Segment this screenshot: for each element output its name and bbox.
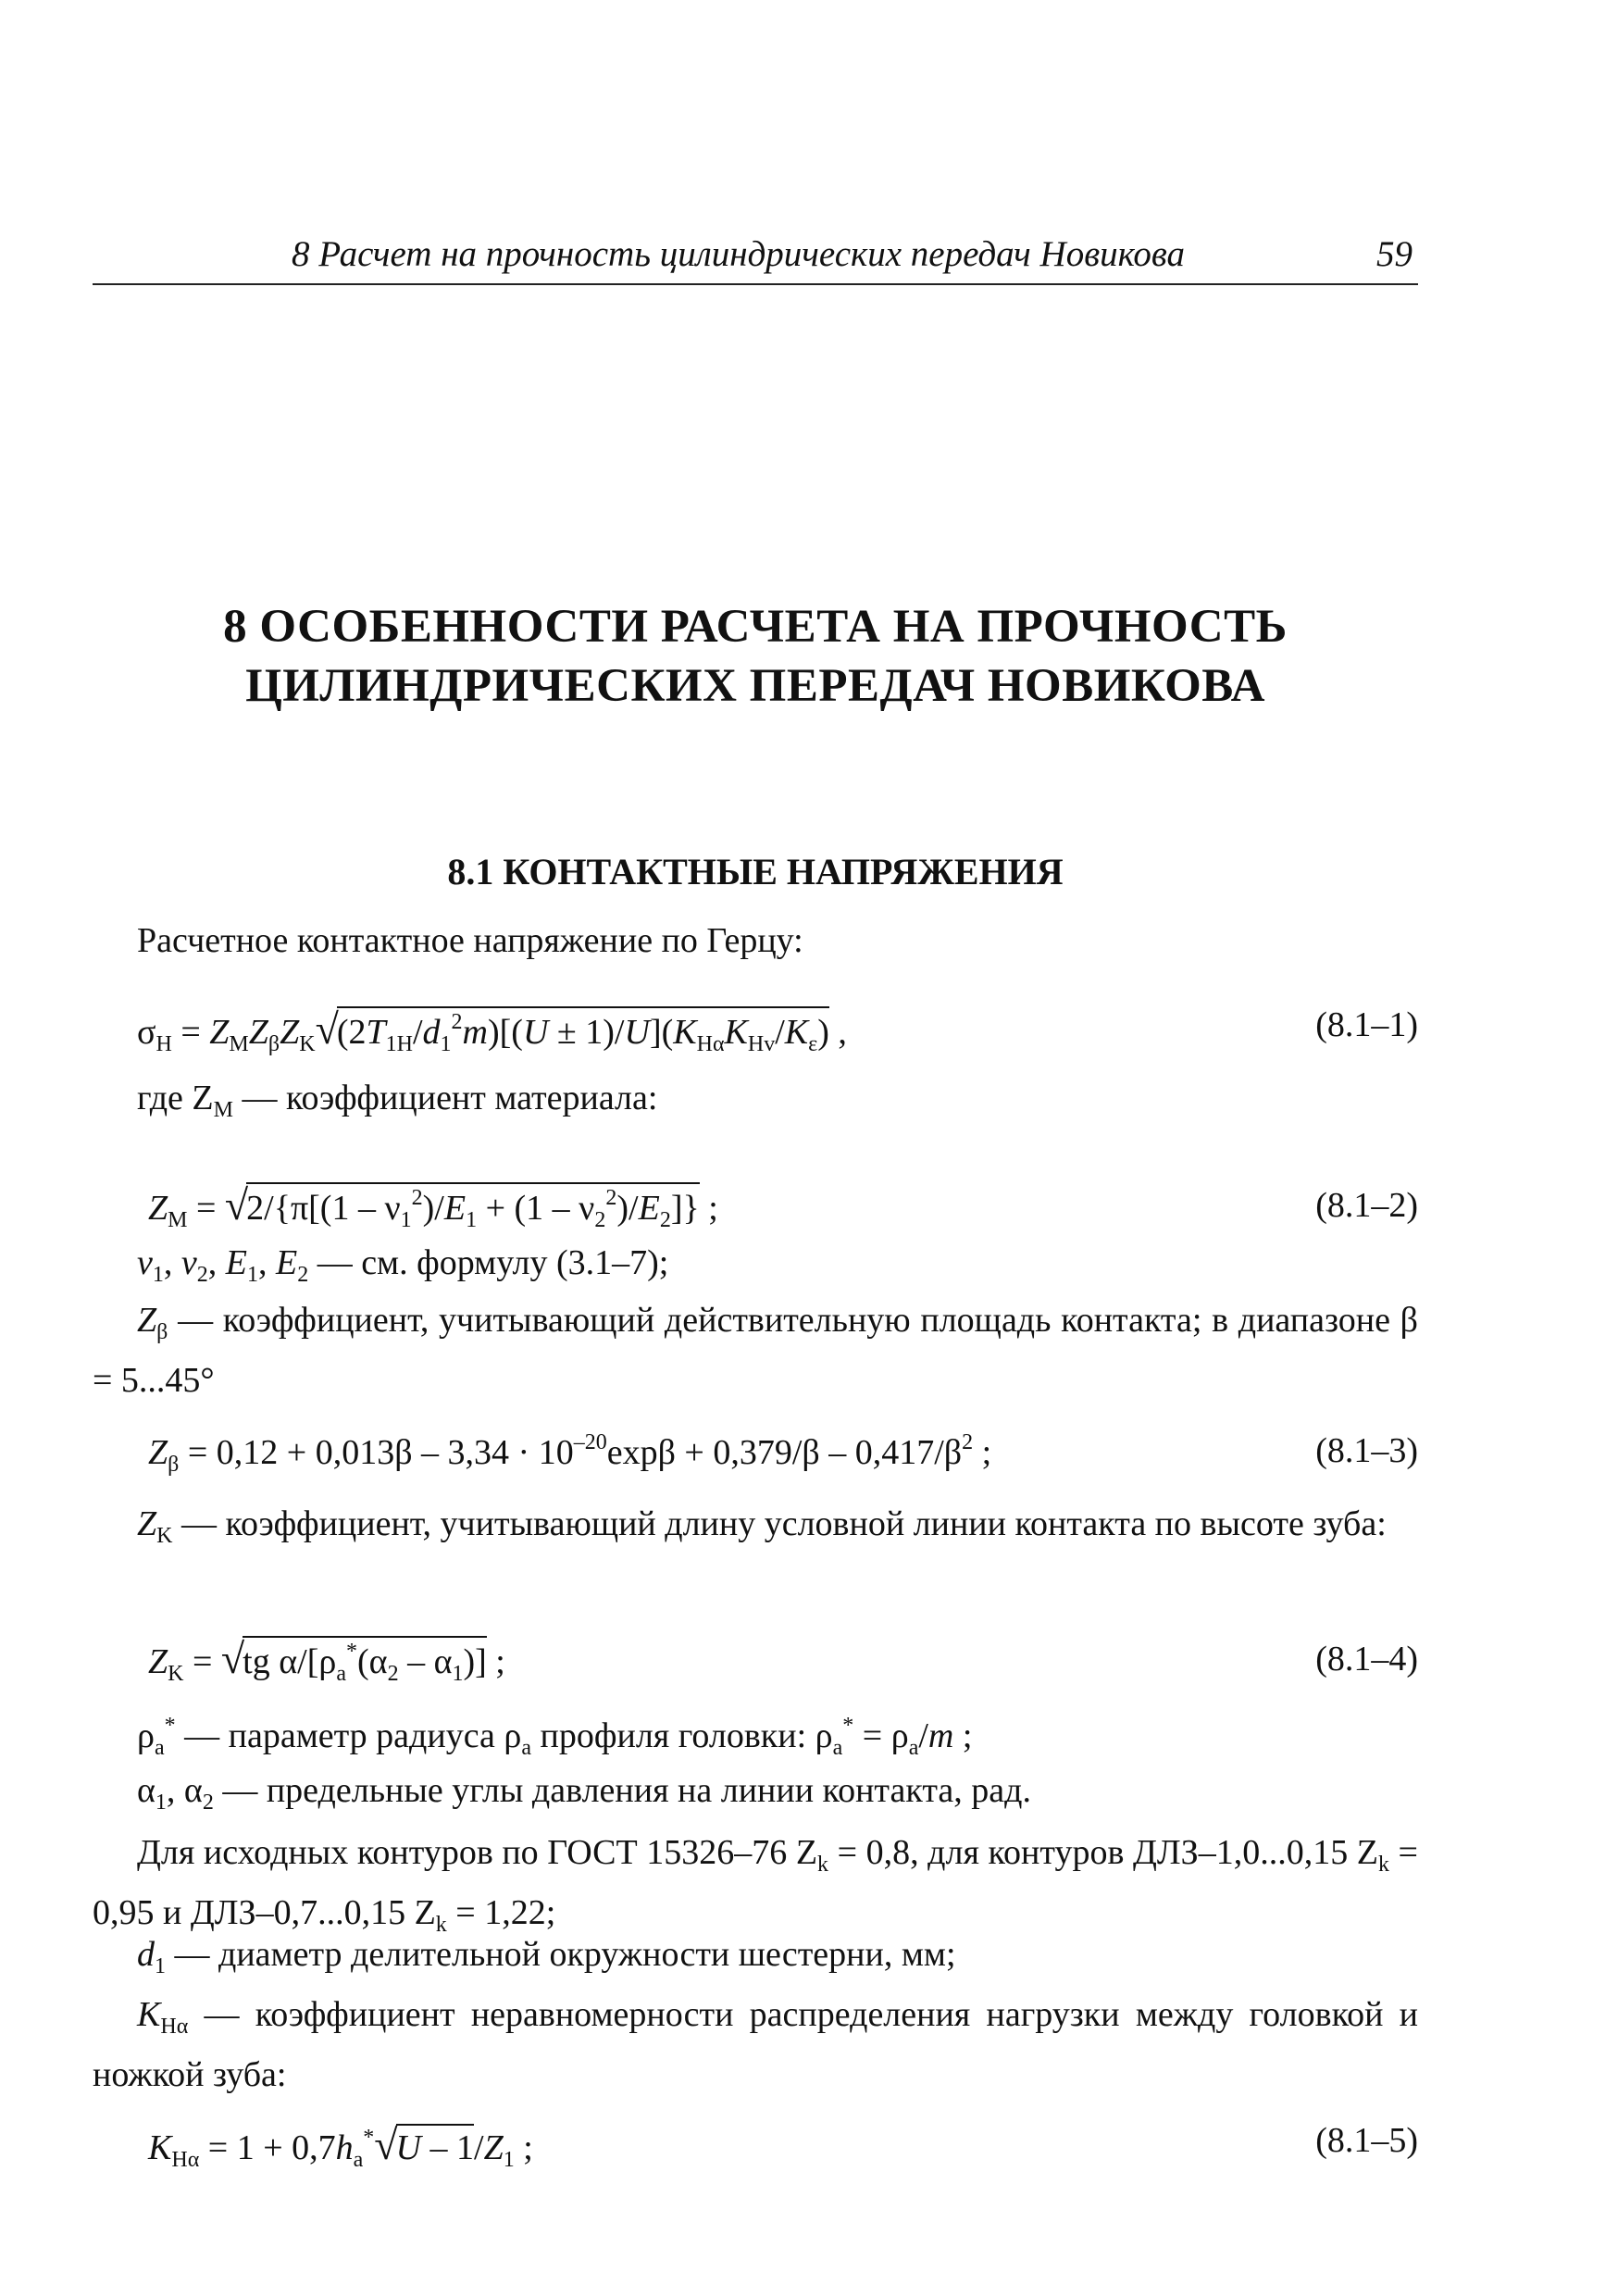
zbeta-paragraph xyxy=(93,1296,1418,1404)
kha-description: — коэффициент неравномерности распределения нагрузки между головкой и ножкой зуба: xyxy=(93,1995,1418,2094)
nu-line-text: — см. формулу (3.1–7); xyxy=(317,1243,669,1282)
equation-8-1-5: $K_{H\alpha} = 1 + 0,7h_a^*√U - 1/Z_1$ ; xyxy=(148,2121,533,2172)
equation-number-8-1-3: (8.1–3) xyxy=(1315,1431,1418,1470)
zbeta-symbol: $Z_\beta$ xyxy=(137,1301,168,1344)
where-zm-rest: — коэффициент материала: xyxy=(242,1079,658,1117)
chapter-title xyxy=(93,597,1418,716)
equation-number-8-1-4: (8.1–4) xyxy=(1315,1640,1418,1678)
page-number: 59 xyxy=(1376,234,1413,274)
intro-text: Расчетное контактное напряжение по Герцу: xyxy=(137,921,803,960)
alpha-line xyxy=(137,1766,1031,1827)
zk-description: — коэффициент, учитывающий длину условной линии контакта по высоте зуба: xyxy=(180,1504,1387,1543)
equation-8-1-4: $Z_K = √tg$ $\alpha/[\rho_a^*(\alpha_2 - \alpha_1)]$ ; xyxy=(148,1635,505,1686)
alpha-symbols: $\alpha_1$, $\alpha_2$ xyxy=(137,1771,214,1815)
gost-k-2: k xyxy=(1377,1853,1389,1877)
section-title: 8.1 КОНТАКТНЫЕ НАПРЯЖЕНИЯ xyxy=(447,851,1064,892)
where-zm-text xyxy=(137,1074,657,1134)
equation-8-1-2: $Z_M = √2/\{\pi[(1 - \nu_1^2)/E_1 + (1 - \nu_2^2)/E_2]\}$ ; xyxy=(148,1181,718,1232)
equation-number-8-1-5: (8.1–5) xyxy=(1315,2121,1418,2160)
gost-mid-1: = 0,8, для контуров ДЛЗ–1,0...0,15 Z xyxy=(837,1833,1378,1872)
eq3-exponent: –20 xyxy=(573,1430,607,1454)
rho-description-rest: профиля головки: xyxy=(540,1716,807,1755)
d1-description: — диаметр делительной окружности шестерни, мм; xyxy=(174,1935,956,1974)
chapter-title-line-1: 8 ОСОБЕННОСТИ РАСЧЕТА НА ПРОЧНОСТЬ xyxy=(223,601,1288,653)
equation-number-8-1-1: (8.1–1) xyxy=(1315,1005,1418,1044)
zk-paragraph xyxy=(93,1500,1418,1560)
running-title: 8 Расчет на прочность цилиндрических передач Новикова xyxy=(292,234,1186,274)
zk-symbol: $Z_K$ xyxy=(137,1504,173,1548)
kha-paragraph xyxy=(93,1990,1418,2099)
nu-symbols: $\nu_1$, $\nu_2$, $E_1$, $E_2$ xyxy=(137,1243,309,1287)
nu-line xyxy=(137,1239,668,1299)
gost-k-1: k xyxy=(817,1853,829,1877)
running-header xyxy=(93,231,1418,285)
kha-symbol: $K_{H\alpha}$ xyxy=(137,1995,189,2039)
eq5-part1: = 1 + 0,7 xyxy=(207,2128,336,2167)
where-zm-label: где Z xyxy=(137,1079,214,1117)
zbeta-description: — коэффициент, учитывающий действительную площадь контакта; в диапазоне β = 5...45° xyxy=(93,1301,1418,1400)
chapter-title-line-2: ЦИЛИНДРИЧЕСКИХ ПЕРЕДАЧ НОВИКОВА xyxy=(245,660,1265,712)
rho-description-sub: a xyxy=(521,1736,532,1760)
rho-line xyxy=(137,1702,972,1772)
alpha-description: — предельные углы давления на линии контакта, рад. xyxy=(222,1771,1031,1810)
equation-8-1-3: $Z_\beta = 0,12 + 0,013\beta - 3,34 \cdot 10^{-20}\exp\beta + 0,379/\beta - 0,417/\beta^2$ ; xyxy=(148,1430,992,1477)
eq3-part1: = 0,12 + 0,013β – 3,34 · 10 xyxy=(187,1433,574,1472)
gost-mid-2: = 0,95 и ДЛЗ–0,7...0,15 Z xyxy=(93,1833,1418,1932)
rho-symbol: $\rho_a^*$ xyxy=(137,1714,176,1760)
eq3-part2: expβ + 0,379/β – 0,417/β xyxy=(606,1433,963,1472)
equation-number-8-1-2: (8.1–2) xyxy=(1315,1186,1418,1225)
gost-text: Для исходных контуров по ГОСТ 15326–76 Z xyxy=(137,1833,818,1872)
d1-line xyxy=(137,1930,956,1990)
gost-k-3: k xyxy=(435,1913,447,1937)
rho-description: — параметр радиуса ρ xyxy=(184,1716,522,1755)
d1-symbol: $d_1$ xyxy=(137,1935,166,1978)
rho-formula: $\rho_a^* = \rho_a/m$ ; xyxy=(815,1714,973,1760)
where-zm-sub: М xyxy=(213,1098,233,1122)
equation-8-1-1: $\sigma_H = Z_MZ_\beta Z_K√(2T_{1H}/d_1^2m)[(U \pm 1)/U](K_{H\alpha}K_{Hv}/K_\varepsilon)$ , xyxy=(137,1005,847,1056)
gost-end: = 1,22; xyxy=(455,1893,556,1932)
